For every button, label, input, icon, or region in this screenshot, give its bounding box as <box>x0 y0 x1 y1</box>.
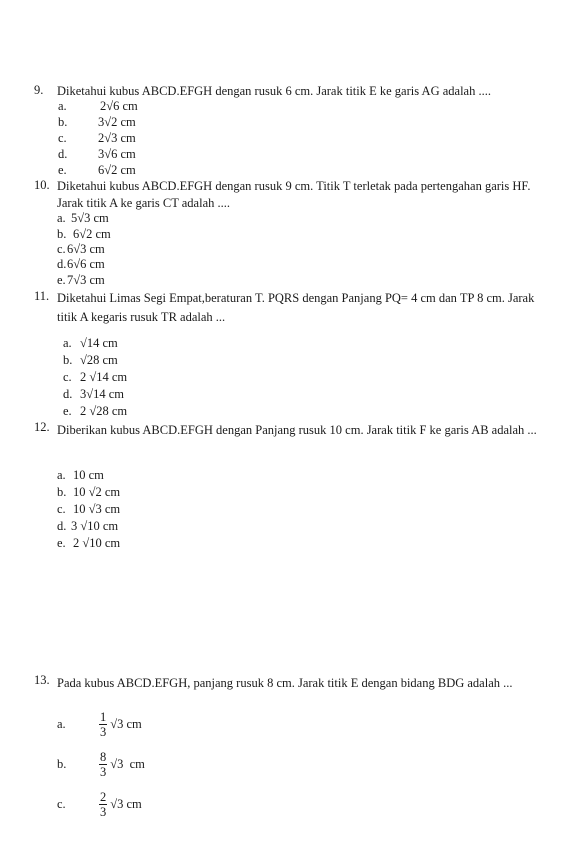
question-12-number: 12. <box>34 420 50 434</box>
question-10-text: Diketahui kubus ABCD.EFGH dengan rusuk 9 cm. Titik T terletak pada pertengahan garis HF. Jarak titik A ke garis CT adalah .... <box>57 179 531 210</box>
q10-option-b[interactable]: b. 6√2 cm <box>57 227 111 241</box>
q11-option-e[interactable]: e. 2 √28 cm <box>63 404 128 418</box>
q9-option-a[interactable]: a. 2√6 cm <box>58 99 138 113</box>
q9-option-b[interactable]: b. 3√2 cm <box>58 115 136 129</box>
q10-option-a[interactable]: a. 5√3 cm <box>57 211 109 225</box>
question-9-number: 9. <box>34 83 44 97</box>
question-11-text: Diketahui Limas Segi Empat,beraturan T. PQRS dengan Panjang PQ= 4 cm dan TP 8 cm. Jarak titik A kegaris rusuk TR adalah ... <box>57 291 535 324</box>
q9-option-d[interactable]: d. 3√6 cm <box>58 147 136 161</box>
q9-option-e[interactable]: e. 6√2 cm <box>58 163 136 177</box>
q11-option-a[interactable]: a. √14 cm <box>63 336 118 350</box>
question-13-number: 13. <box>34 673 50 687</box>
q10-option-d[interactable]: d.6√6 cm <box>57 257 105 271</box>
question-9-text: Diketahui kubus ABCD.EFGH dengan rusuk 6 cm. Jarak titik E ke garis AG adalah .... <box>57 84 491 98</box>
fraction: $\frac{2}{3}$ <box>100 790 107 819</box>
q13-option-c[interactable]: c. $\frac{2}{3}$ √3 cm <box>57 790 142 819</box>
q12-option-e[interactable]: e. 2 √10 cm <box>57 536 121 550</box>
q11-option-c[interactable]: c. 2 √14 cm <box>63 370 128 384</box>
q10-option-c[interactable]: c.6√3 cm <box>57 242 105 256</box>
q12-option-b[interactable]: b. 10 √2 cm <box>57 485 121 499</box>
question-12-text: Diberikan kubus ABCD.EFGH dengan Panjang rusuk 10 cm. Jarak titik F ke garis AB adalah ... <box>57 423 537 437</box>
q13-option-b[interactable]: b. $\frac{8}{3}$ √3 cm <box>57 750 145 779</box>
q13-option-a[interactable]: a. $\frac{1}{3}$ √3 cm <box>57 710 142 739</box>
question-10-number: 10. <box>34 178 50 192</box>
q10-option-e[interactable]: e.7√3 cm <box>57 273 105 287</box>
q9-option-c[interactable]: c. 2√3 cm <box>58 131 136 145</box>
fraction: $\frac{1}{3}$ <box>100 710 107 739</box>
q12-option-d[interactable]: d. 3 √10 cm <box>57 519 119 533</box>
q12-option-a[interactable]: a. 10 cm <box>57 468 104 482</box>
fraction: $\frac{8}{3}$ <box>100 750 107 779</box>
q11-option-b[interactable]: b. √28 cm <box>63 353 118 367</box>
q11-option-d[interactable]: d. 3√14 cm <box>63 387 125 401</box>
question-11-number: 11. <box>34 289 50 303</box>
q12-option-c[interactable]: c. 10 √3 cm <box>57 502 121 516</box>
question-13-text: Pada kubus ABCD.EFGH, panjang rusuk 8 cm. Jarak titik E dengan bidang BDG adalah ... <box>57 676 513 690</box>
